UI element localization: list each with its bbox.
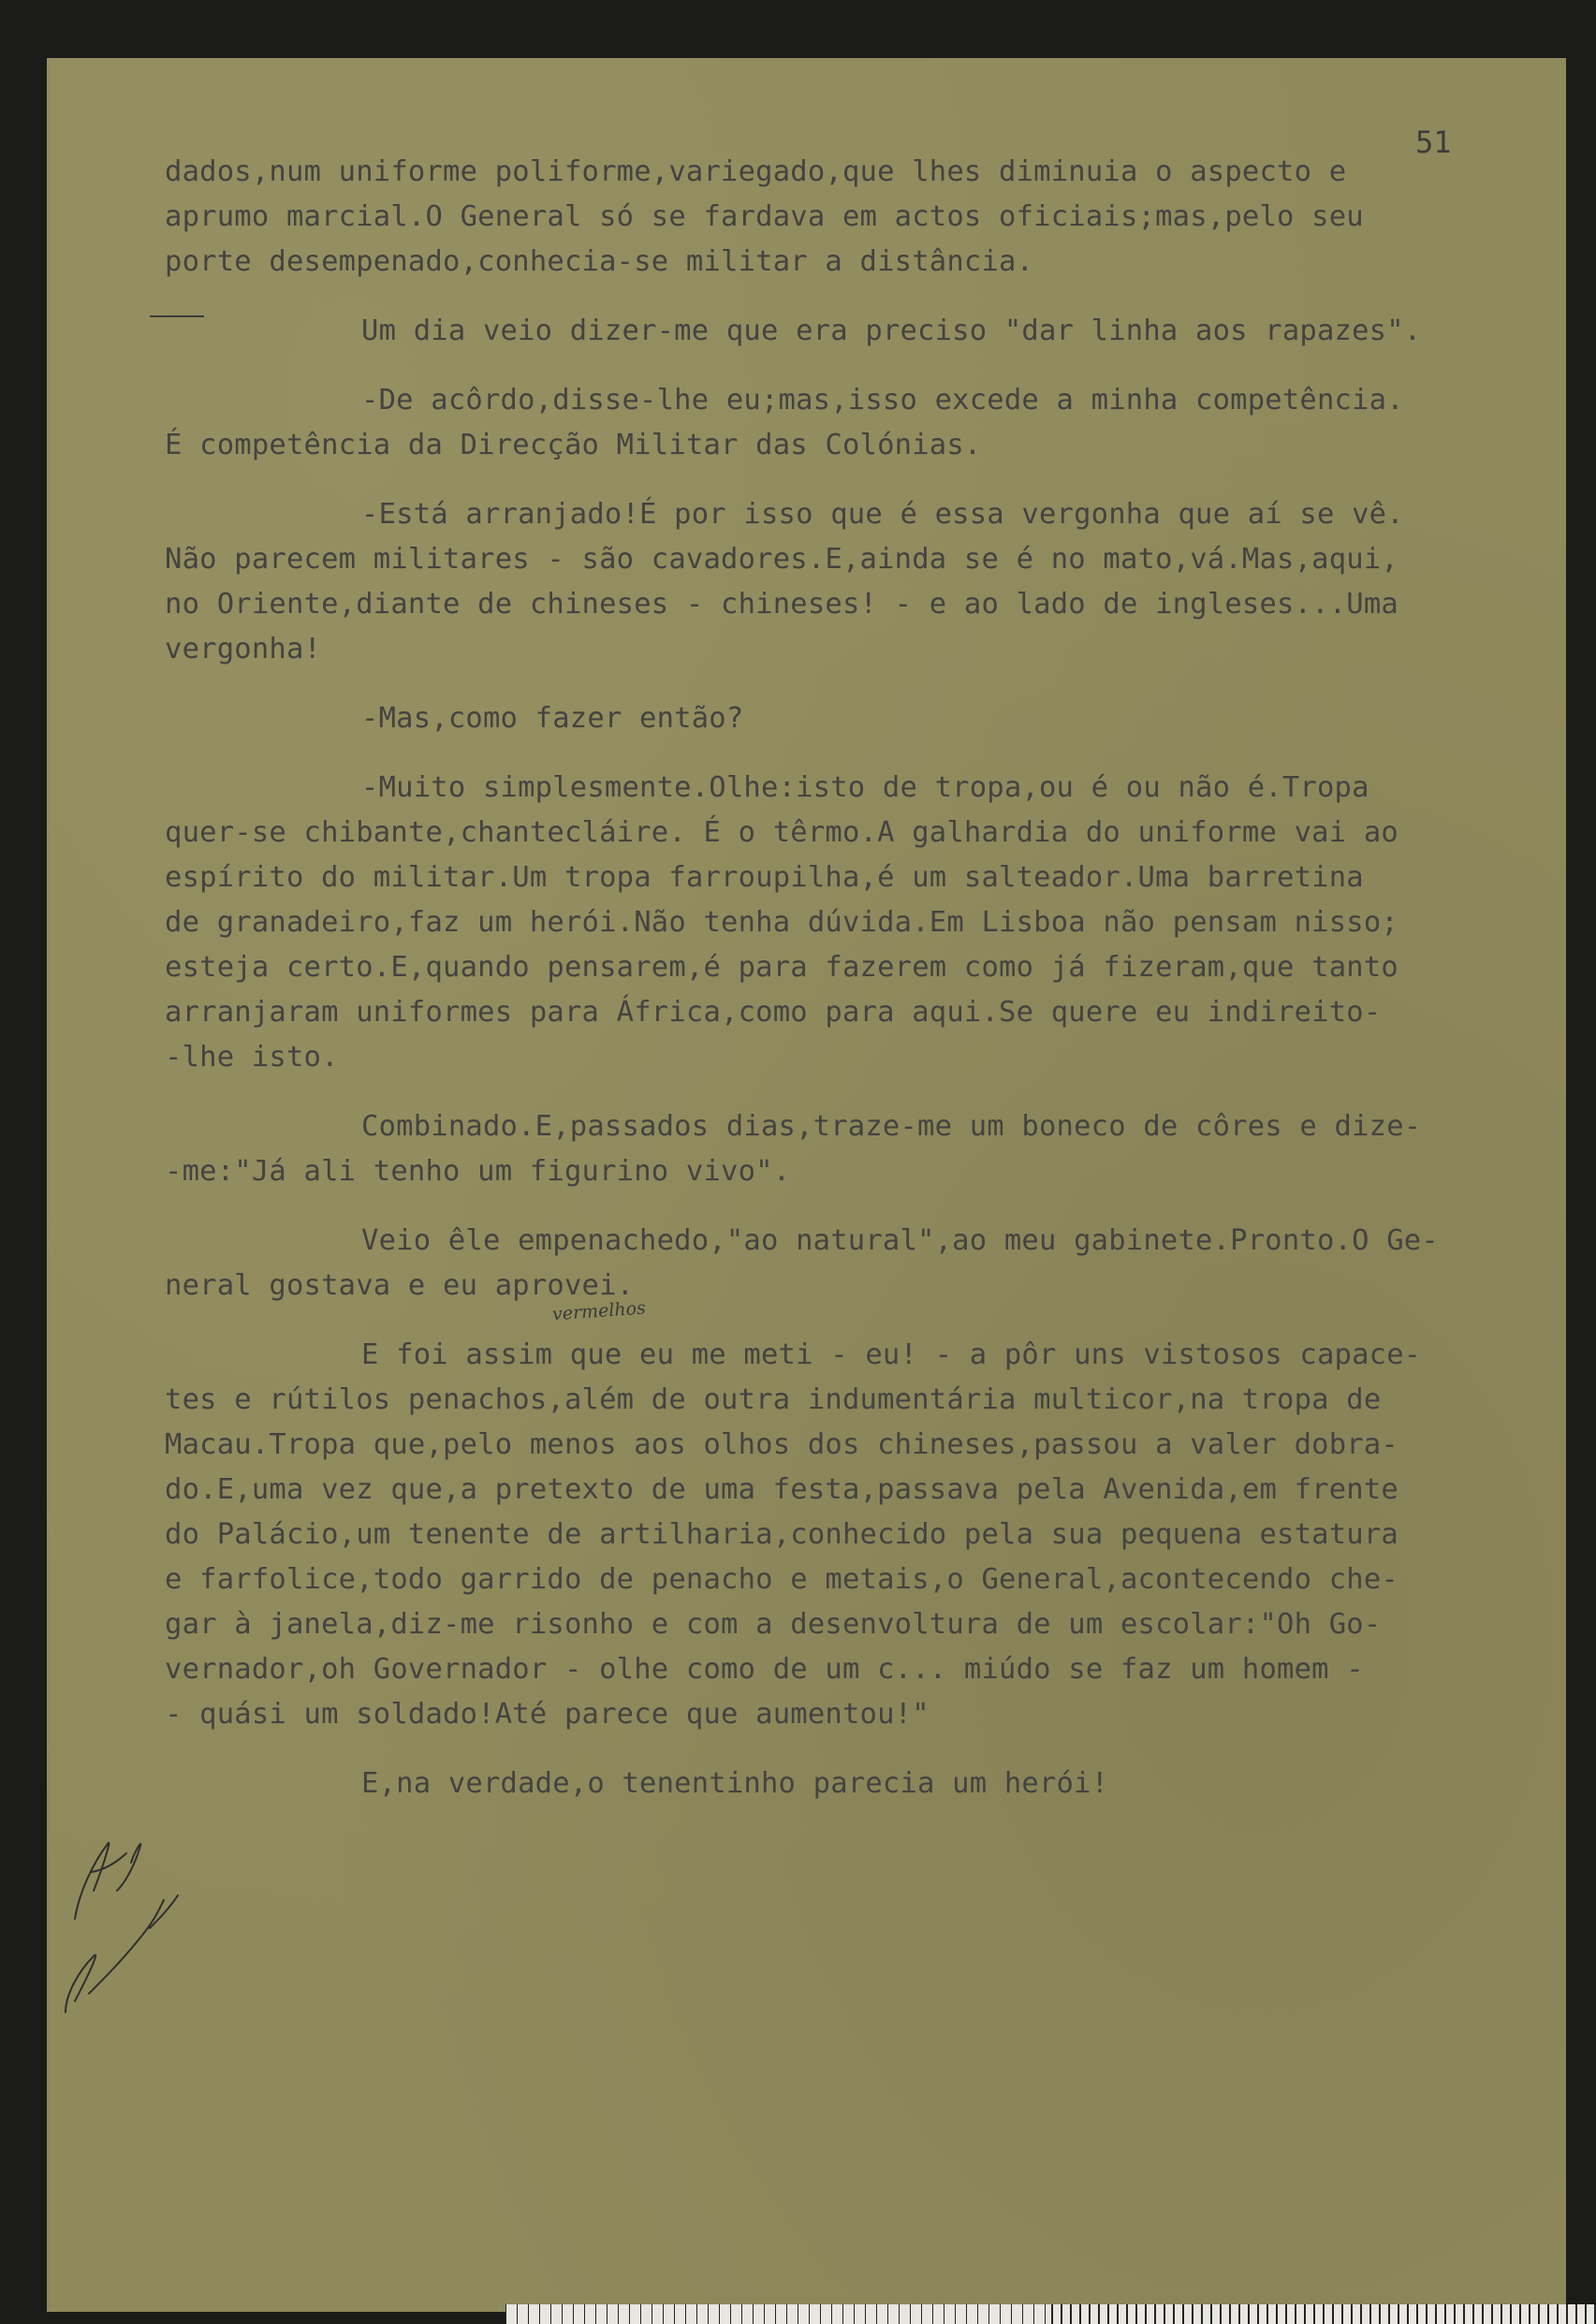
paragraph-gap xyxy=(165,468,1541,492)
text-line: E foi assim que eu me meti - eu! - a pôr uns vistosos capace- xyxy=(361,1338,1422,1371)
text-line: -lhe isto. xyxy=(165,1041,339,1074)
text-line: porte desempenado,conhecia-se militar a distância. xyxy=(165,245,1034,278)
paragraph-gap xyxy=(165,285,1541,309)
ruler-left-ticks xyxy=(505,2304,1051,2324)
paragraph-gap xyxy=(165,1308,1541,1333)
text-line: vernador,oh Governador - olhe como de um c... miúdo se faz um homem - xyxy=(165,1653,1364,1686)
text-line: Macau.Tropa que,pelo menos aos olhos dos chineses,passou a valer dobra- xyxy=(165,1428,1398,1461)
text-line: É competência da Direcção Militar das Colónias. xyxy=(165,429,982,461)
text-line: Veio êle empenachedo,"ao natural",ao meu gabinete.Pronto.O Ge- xyxy=(361,1224,1439,1257)
paragraph-gap xyxy=(165,741,1541,766)
text-line: quer-se chibante,chantecláire. É o têrmo.A galhardia do uniforme vai ao xyxy=(165,816,1398,849)
text-line: espírito do militar.Um tropa farroupilha,é um salteador.Uma barretina xyxy=(165,861,1364,894)
handwritten-annotation: vermelhos xyxy=(551,1297,647,1325)
text-line: neral gostava e eu aprovei. xyxy=(165,1269,635,1302)
page-number: 51 xyxy=(1415,124,1452,160)
text-line: vergonha! xyxy=(165,633,322,665)
text-line: dados,num uniforme poliforme,variegado,que lhes diminuia o aspecto e xyxy=(165,155,1347,188)
paragraph-gap xyxy=(165,672,1541,696)
text-line: -me:"Já ali tenho um figurino vivo". xyxy=(165,1155,791,1188)
text-line: Não parecem militares - são cavadores.E,ainda se é no mato,vá.Mas,aqui, xyxy=(165,543,1398,576)
text-line: -Está arranjado!É por isso que é essa vergonha que aí se vê. xyxy=(361,498,1404,531)
paragraph-gap xyxy=(165,1194,1541,1219)
text-line: Combinado.E,passados dias,traze-me um boneco de côres e dize- xyxy=(361,1110,1422,1143)
ruler-right-ticks xyxy=(1051,2304,1596,2324)
text-line: -De acôrdo,disse-lhe eu;mas,isso excede a minha competência. xyxy=(361,384,1404,417)
text-line: - quási um soldado!Até parece que aumentou!" xyxy=(165,1698,930,1731)
text-line: -Mas,como fazer então? xyxy=(361,702,744,735)
text-line: -Muito simplesmente.Olhe:isto de tropa,ou é ou não é.Tropa xyxy=(361,771,1369,804)
text-line: E,na verdade,o tenentinho parecia um herói! xyxy=(361,1767,1109,1800)
handwritten-signature xyxy=(37,1778,206,2059)
text-line: e farfolice,todo garrido de penacho e metais,o General,acontecendo che- xyxy=(165,1563,1398,1596)
typescript-body xyxy=(165,150,1541,1806)
text-line: do Palácio,um tenente de artilharia,conhecido pela sua pequena estatura xyxy=(165,1518,1398,1551)
text-line: de granadeiro,faz um herói.Não tenha dúvida.Em Lisboa não pensam nisso; xyxy=(165,906,1398,939)
paragraph-gap xyxy=(165,1737,1541,1761)
text-line: do.E,uma vez que,a pretexto de uma festa,passava pela Avenida,em frente xyxy=(165,1473,1398,1506)
paragraph-gap xyxy=(165,1080,1541,1104)
color-scale-ruler xyxy=(505,2304,1596,2324)
text-line: no Oriente,diante de chineses - chineses! - e ao lado de ingleses...Uma xyxy=(165,588,1398,621)
text-line: aprumo marcial.O General só se fardava em actos oficiais;mas,pelo seu xyxy=(165,200,1364,233)
text-line: tes e rútilos penachos,além de outra indumentária multicor,na tropa de xyxy=(165,1383,1382,1416)
text-line: arranjaram uniformes para África,como para aqui.Se quere eu indireito- xyxy=(165,996,1382,1029)
text-line: gar à janela,diz-me risonho e com a desenvoltura de um escolar:"Oh Go- xyxy=(165,1608,1382,1641)
paragraph-gap xyxy=(165,354,1541,378)
text-line: esteja certo.E,quando pensarem,é para fazerem como já fizeram,que tanto xyxy=(165,951,1398,984)
text-line: Um dia veio dizer-me que era preciso "dar linha aos rapazes". xyxy=(361,314,1422,347)
